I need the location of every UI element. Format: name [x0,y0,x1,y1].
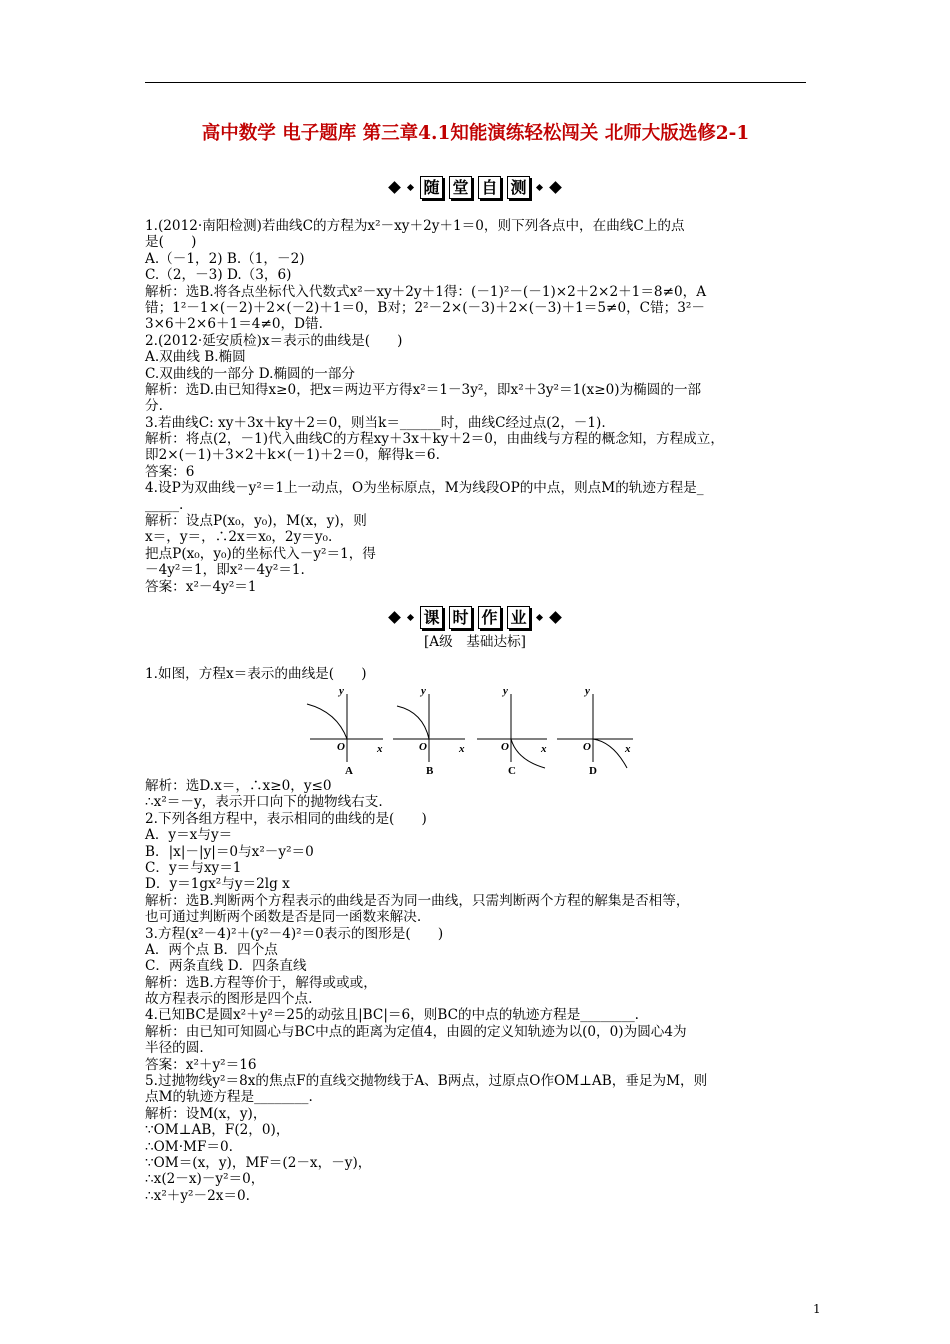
text-line: 即2×(－1)＋3×2＋k×(－1)＋2＝0，解得k＝6. [145,447,440,464]
origin-label: O [419,741,427,753]
text-line: 解析：选D.x＝，∴x≥0，y≤0 [145,778,332,794]
text-line: 解析：选D.由已知得x≥0，把x＝两边平方得x²＝1－3y²，即x²＋3y²＝1(x≥0)为椭圆的一部 [145,381,702,398]
text-line: ∴OM·MF＝0. [145,1138,233,1155]
banner-char: 时 [449,606,472,629]
text-line: 错；1²－1×(－2)＋2×(－2)＋1＝0，B对；2²－2×(－3)＋2×(－3)＋1＝5≠0，C错；3²－ [145,299,705,316]
y-axis-label: y [421,685,426,697]
text-line: 2.(2012·延安质检)x＝表示的曲线是( ) [145,332,403,349]
diamond-icon [388,181,401,194]
text-line: ∴x²＝－y，表示开口向下的抛物线右支. [145,794,383,811]
banner-char: 随 [420,176,443,199]
diamond-icon [388,611,401,624]
figure-option-b [393,685,465,777]
text-line: 点M的轨迹方程是________. [145,1089,313,1106]
header-rule [145,82,806,83]
text-line: 解析：由已知可知圆心与BC中点的距离为定值4，由圆的定义知轨迹为以(0，0)为圆心4为 [145,1023,687,1040]
text-line: 3×6＋2×6＋1＝4≠0，D错. [145,316,323,333]
text-line: 2.下列各组方程中，表示相同的曲线的是( ) [145,810,427,827]
origin-label: O [337,741,345,753]
text-line: ∴x²＋y²－2x＝0. [145,1187,250,1204]
option-label-b: B [426,765,434,777]
text-line: ∴x(2－x)－y²＝0， [145,1171,265,1188]
text-line: 解析：选B.判断两个方程表示的曲线是否为同一曲线，只需判断两个方程的解集是否相等， [145,892,690,909]
option-label-a: A [345,765,353,777]
text-line: 也可通过判断两个函数是否是同一函数来解决. [145,909,422,926]
y-axis-label: y [503,685,508,697]
page-title: 高中数学 电子题库 第三章4.1知能演练轻松闯关 北师大版选修2-1 [201,123,750,144]
text-line: ∵OM＝(x，y)，MF＝(2－x，－y)， [145,1154,372,1171]
text-line: 答案：x²＋y²＝16 [145,1056,257,1073]
figure-option-c [477,685,547,777]
text-line: A.（－1，2) B.（1，－2) [145,250,305,267]
text-line: 解析：将点(2，－1)代入曲线C的方程xy＋3x＋ky＋2＝0，由曲线与方程的概念知，方程成立， [145,431,724,448]
text-line: C．y＝与xy＝1 [145,859,242,876]
text-line: 4.已知BC是圆x²＋y²＝25的动弦且|BC|＝6，则BC的中点的轨迹方程是________. [145,1007,640,1024]
text-line: 答案：x²－4y²＝1 [145,578,257,595]
curve-options-figure [305,682,645,777]
text-line: x＝，y＝，∴2x＝x₀，2y＝y₀. [145,529,333,546]
origin-label: O [583,741,591,753]
text-line: 解析：选B.将各点坐标代入代数式x²－xy＋2y＋1得：(－1)²－(－1)×2＋2×2＋1＝8≠0，A [145,283,707,300]
text-line: 3.方程(x²－4)²＋(y²－4)²＝0表示的图形是( ) [145,925,444,942]
text-line: A.双曲线 B.椭圆 [145,349,246,366]
text-line: ∵OM⊥AB，F(2，0)， [145,1122,290,1139]
text-line: 5.过抛物线y²＝8x的焦点F的直线交抛物线于A、B两点，过原点O作OM⊥AB，垂足为M，则 [145,1073,708,1090]
text-line: 3.若曲线C: xy＋3x＋ky＋2＝0，则当k＝______时，曲线C经过点(2，－1). [145,414,606,431]
text-line: 答案：6 [145,463,195,480]
x-axis-label: x [625,743,631,755]
figure-option-d [557,685,633,777]
diamond-icon [549,181,562,194]
homework-section [145,778,810,1204]
banner-char: 课 [420,606,443,629]
homework-question-1 [145,666,810,682]
diamond-icon [407,614,414,621]
banner-char: 测 [507,176,530,199]
text-line: A．y＝x与y＝ [145,827,233,844]
page-number: 1 [813,1302,821,1316]
text-line: C.（2，－3) D.（3，6) [145,267,292,284]
text-line: 解析：设M(x，y)， [145,1105,267,1122]
x-axis-label: x [541,743,547,755]
diamond-icon [536,184,543,191]
text-line: 解析：设点P(x₀，y₀)，M(x，y)，则 [145,513,367,530]
level-label: [A级 基础达标] [424,634,526,650]
banner-char: 堂 [449,176,472,199]
x-axis-label: x [377,743,383,755]
text-line: 把点P(x₀，y₀)的坐标代入－y²＝1，得 [145,545,376,562]
text-line: －4y²＝1，即x²－4y²＝1. [145,562,305,579]
banner-char: 业 [507,606,530,629]
banner-char: 作 [478,606,501,629]
y-axis-label: y [339,685,344,697]
diamond-icon [536,614,543,621]
text-line: C.双曲线的一部分 D.椭圆的一部分 [145,365,356,382]
text-line: D．y＝1gx²与y＝2lg x [145,876,290,893]
option-label-c: C [508,765,516,777]
text-line: 是( ) [145,234,197,251]
text-line: 故方程表示的图形是四个点. [145,991,313,1008]
text-line: A．两个点 B．四个点 [145,941,278,958]
x-axis-label: x [459,743,465,755]
self-test-section [145,218,810,595]
text-line: 解析：选B.方程等价于，解得或或或， [145,974,377,991]
figure-option-a [307,685,383,777]
text-line: B．|x|－|y|＝0与x²－y²＝0 [145,843,314,860]
origin-label: O [501,741,509,753]
text-line: 1.如图，方程x＝表示的曲线是( ) [145,666,367,682]
section-banner-homework [0,606,950,630]
text-line: 1.(2012·南阳检测)若曲线C的方程为x²－xy＋2y＋1＝0，则下列各点中，在曲线C上的点 [145,218,685,234]
text-line: C．两条直线 D．四条直线 [145,958,307,975]
diamond-icon [407,184,414,191]
section-banner-self-test [0,176,950,200]
banner-char: 自 [478,176,501,199]
y-axis-label: y [585,685,590,697]
text-line: 4.设P为双曲线－y²＝1上一动点，O为坐标原点，M为线段OP的中点，则点M的轨迹方程是_ [145,480,704,497]
text-line: 分. [145,398,163,415]
diamond-icon [549,611,562,624]
text-line: _____. [145,496,184,513]
option-label-d: D [589,765,597,777]
text-line: 半径的圆. [145,1040,204,1057]
